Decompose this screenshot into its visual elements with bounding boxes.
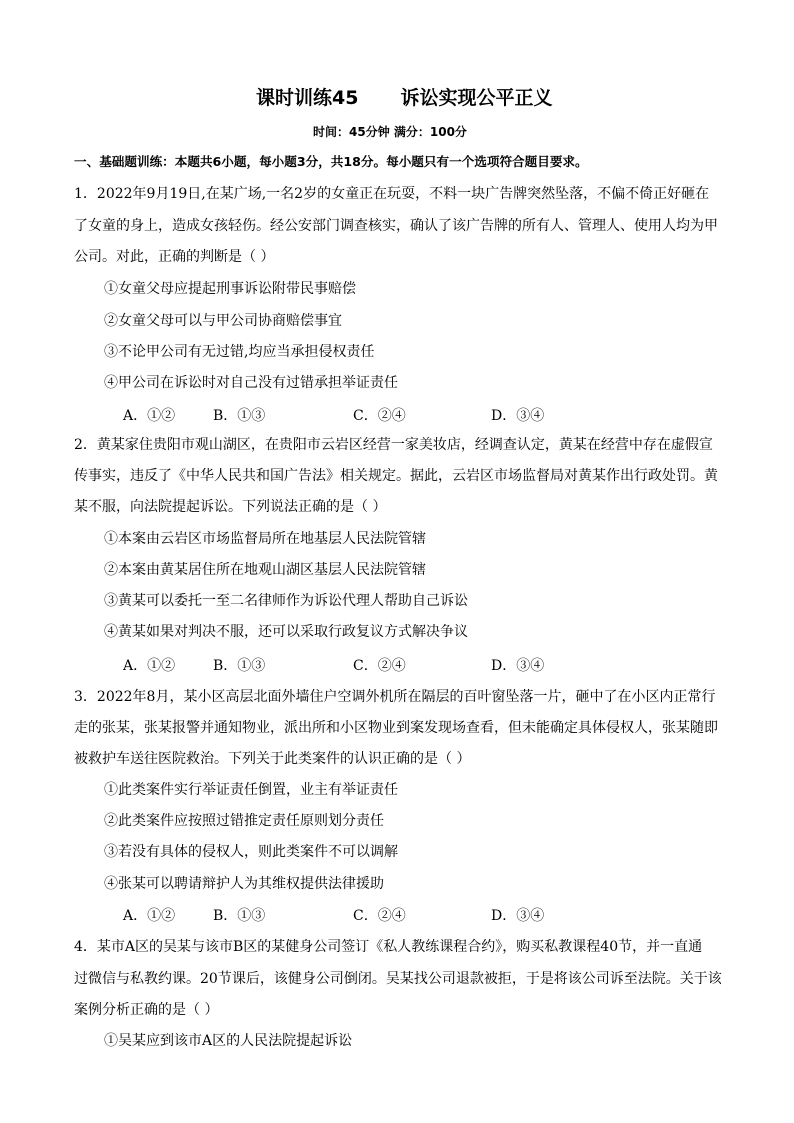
q2-stem-line: 传事实，违反了《中华人民共和国广告法》相关规定。据此，云岩区市场监督局对黄某作出行政处罚。黄: [74, 468, 718, 484]
q3-stem-line: 3．2022年8月，某小区高层北面外墙住户空调外机所在隔层的百叶窗坠落一片，砸中了在小区内正常行: [74, 689, 716, 705]
q3-statement-1: ①此类案件实行举证责任倒置，业主有举证责任: [104, 782, 398, 798]
q1-stem-line: 1．2022年9月19日,在某广场,一名2岁的女童正在玩耍，不料一块广告牌突然坠落，不偏不倚正好砸在: [74, 186, 710, 202]
q2-statement-3: ③黄某可以委托一至二名律师作为诉讼代理人帮助自己诉讼: [104, 593, 468, 609]
q3-option-b[interactable]: B．①③: [213, 908, 266, 924]
q2-statement-1: ①本案由云岩区市场监督局所在地基层人民法院管辖: [104, 531, 426, 547]
q3-statement-2: ②此类案件应按照过错推定责任原则划分责任: [104, 813, 384, 829]
q2-stem-line: 某不服，向法院提起诉讼。下列说法正确的是（ ）: [74, 499, 387, 515]
q2-option-c[interactable]: C．②④: [353, 658, 406, 674]
q4-stem-line: 案例分析正确的是（ ）: [74, 1002, 219, 1018]
q2-statement-2: ②本案由黄某居住所在地观山湖区基层人民法院管辖: [104, 562, 426, 578]
q1-statement-3: ③不论甲公司有无过错,均应当承担侵权责任: [104, 344, 375, 360]
q3-stem-line: 被救护车送往医院救治。下列关于此类案件的认识正确的是（ ）: [74, 751, 471, 767]
q3-option-a[interactable]: A．①②: [123, 908, 176, 924]
q1-option-d[interactable]: D．③④: [491, 408, 545, 424]
q1-statement-4: ④甲公司在诉讼时对自己没有过错承担举证责任: [104, 375, 398, 391]
q1-stem-line: 了女童的身上，造成女孩轻伤。经公安部门调查核实，确认了该广告牌的所有人、管理人、使用人均为甲: [74, 218, 718, 234]
q4-statement-1: ①吴某应到该市A区的人民法院提起诉讼: [104, 1033, 353, 1049]
section-heading: 一、基础题训练：本题共6小题，每小题3分，共18分。每小题只有一个选项符合题目要求。: [74, 154, 588, 169]
q1-option-c[interactable]: C．②④: [353, 408, 406, 424]
q3-statement-3: ③若没有具体的侵权人，则此类案件不可以调解: [104, 844, 398, 860]
q2-stem-line: 2．黄某家住贵阳市观山湖区，在贵阳市云岩区经营一家美妆店，经调查认定，黄某在经营中存在虚假宣: [74, 437, 713, 453]
q2-option-b[interactable]: B．①③: [213, 658, 266, 674]
q2-option-a[interactable]: A．①②: [123, 658, 176, 674]
q1-statement-1: ①女童父母应提起刑事诉讼附带民事赔偿: [104, 281, 356, 297]
q3-option-c[interactable]: C．②④: [353, 908, 406, 924]
q3-statement-4: ④张某可以聘请辩护人为其维权提供法律援助: [104, 876, 384, 892]
q2-option-d[interactable]: D．③④: [491, 658, 545, 674]
q3-option-d[interactable]: D．③④: [491, 908, 545, 924]
q1-stem-line: 公司。对此，正确的判断是（ ）: [74, 249, 275, 265]
page-title: 课时训练45 诉讼实现公平正义: [256, 87, 553, 109]
q4-stem-line: 过微信与私教约课。20节课后，该健身公司倒闭。吴某找公司退款被拒，于是将该公司诉至法院。关于该: [74, 971, 722, 987]
q3-stem-line: 走的张某，张某报警并通知物业，派出所和小区物业到案发现场查看，但未能确定具体侵权人，张某随即: [74, 720, 718, 736]
time-score-info: 时间：45分钟 满分：100分: [313, 125, 467, 139]
q1-option-b[interactable]: B．①③: [213, 408, 266, 424]
q4-stem-line: 4．某市A区的吴某与该市B区的某健身公司签订《私人教练课程合约》，购买私教课程40节，并一直通: [74, 939, 703, 955]
q1-option-a[interactable]: A．①②: [123, 408, 176, 424]
q1-statement-2: ②女童父母可以与甲公司协商赔偿事宜: [104, 313, 342, 329]
q2-statement-4: ④黄某如果对判决不服，还可以采取行政复议方式解决争议: [104, 624, 468, 640]
